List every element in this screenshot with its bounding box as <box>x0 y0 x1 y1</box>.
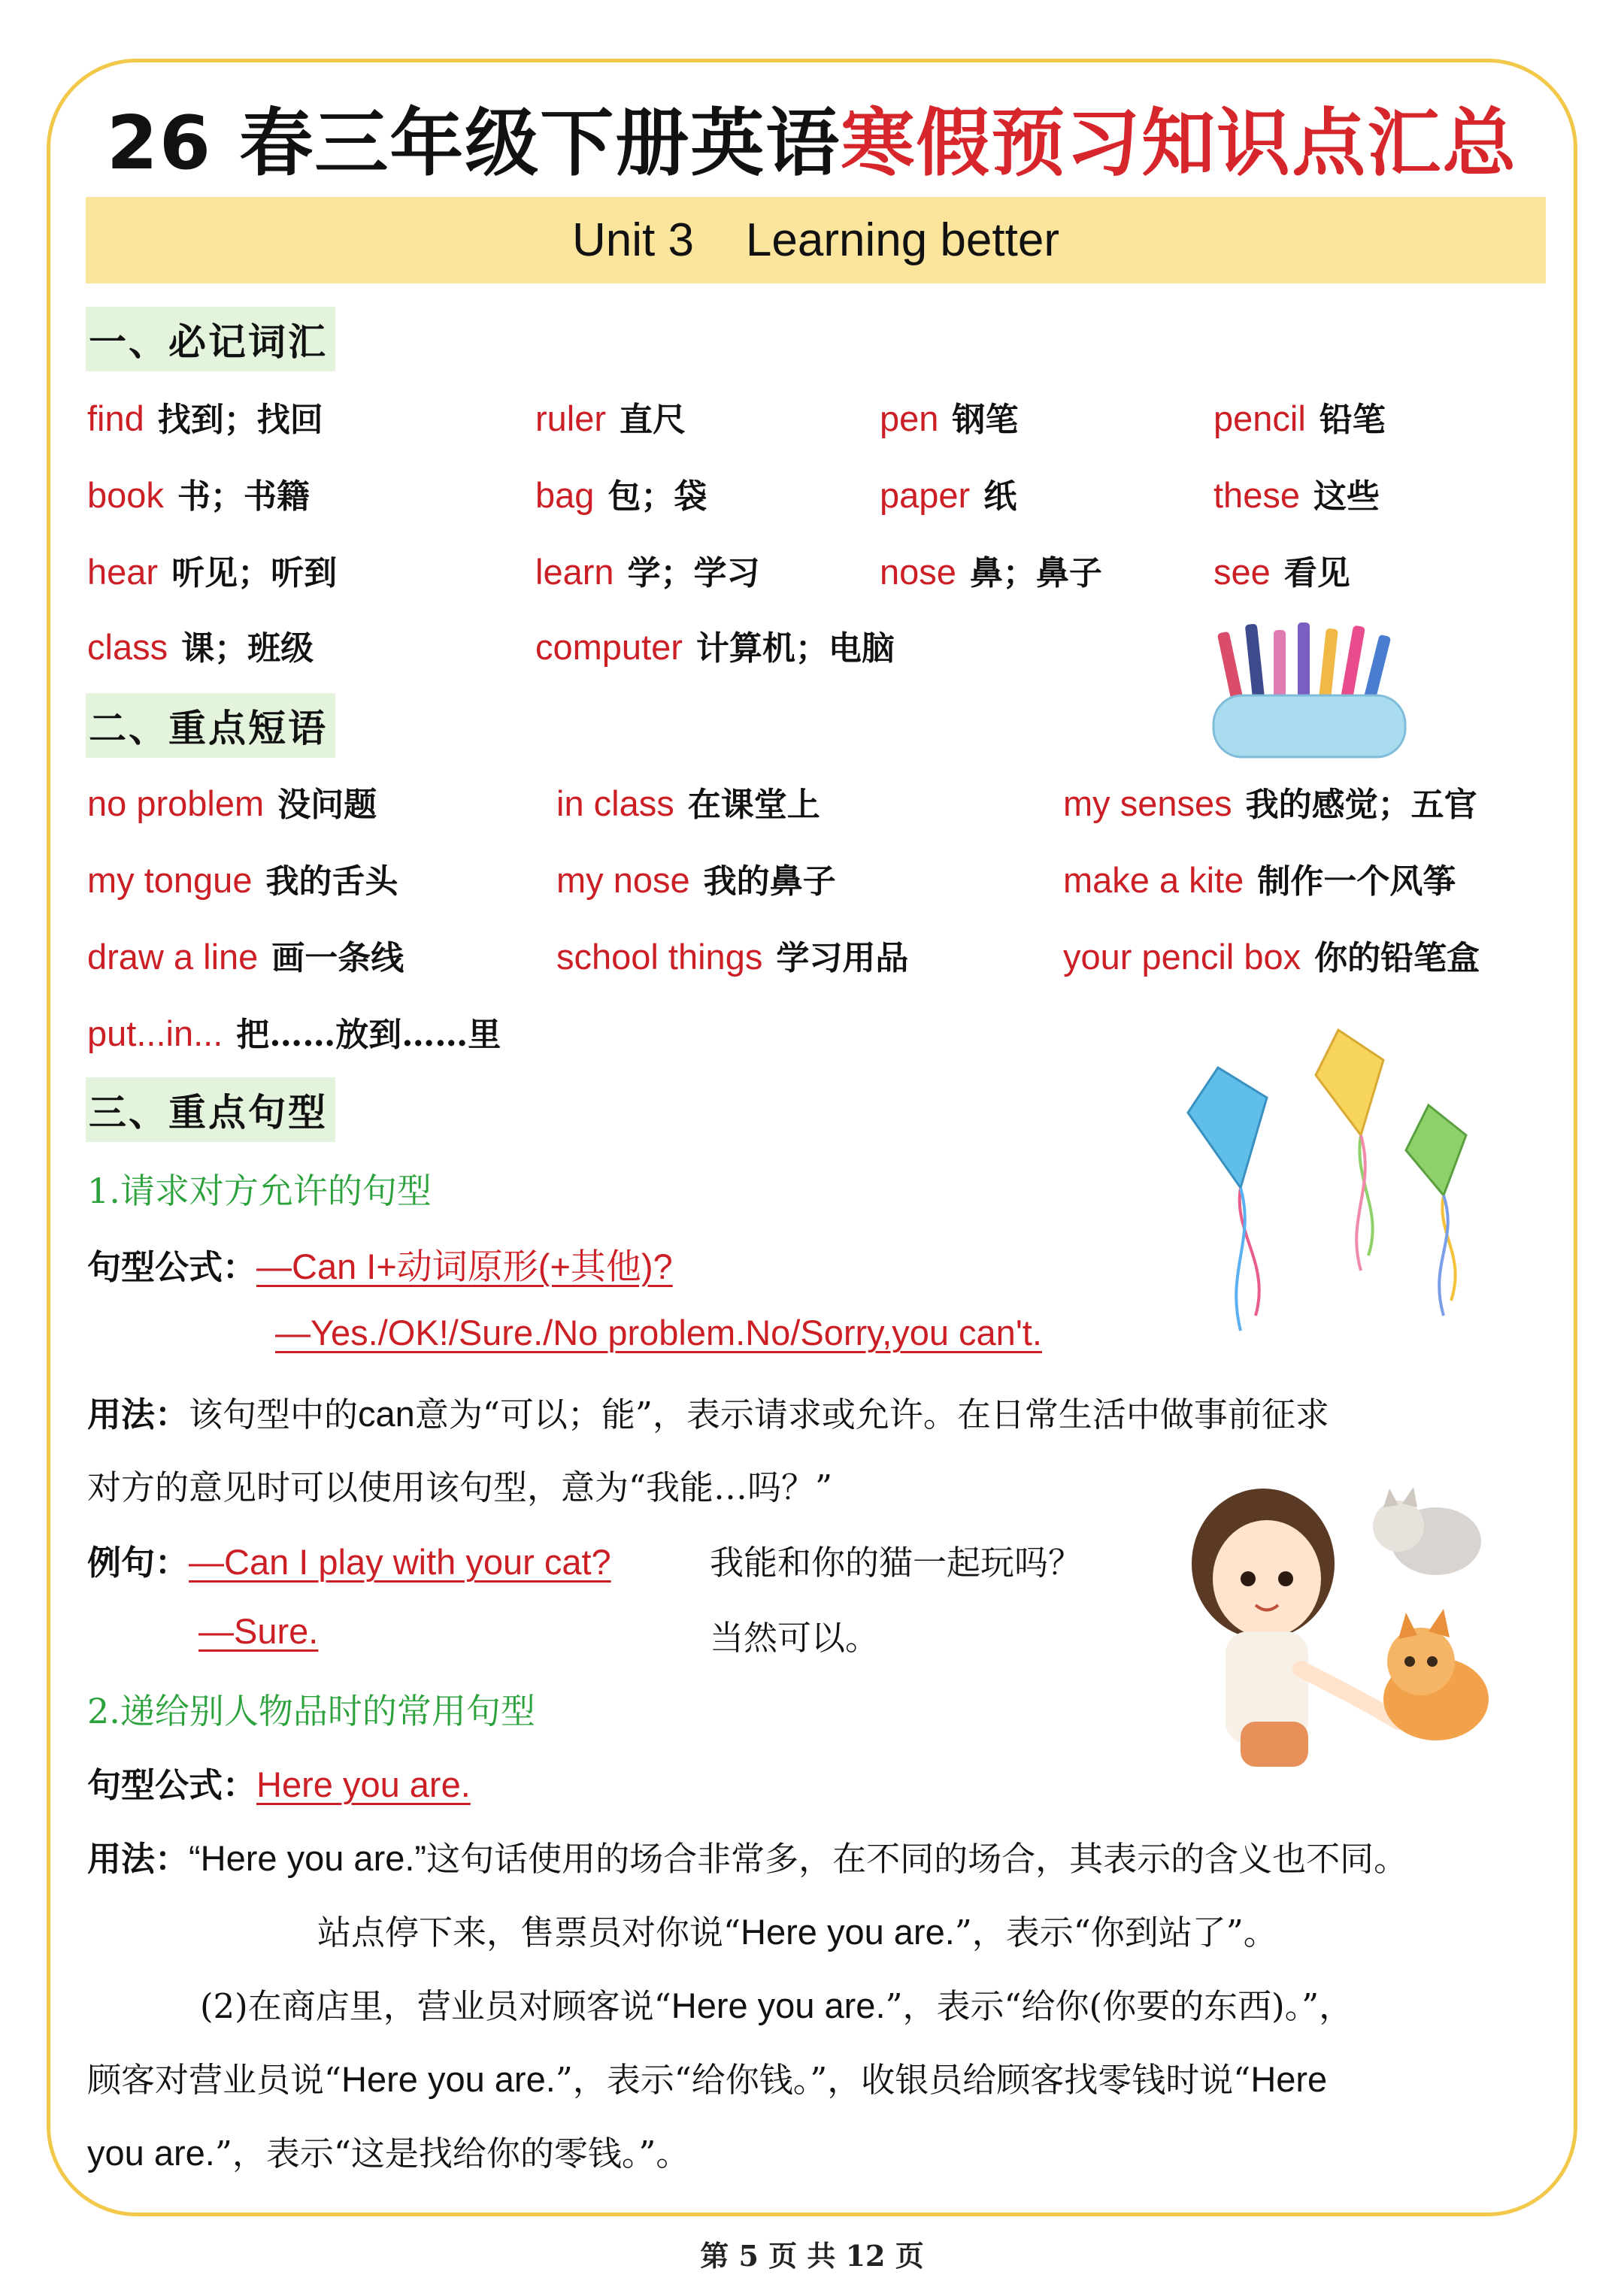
vocab-english: computer <box>535 627 683 667</box>
phrase-item <box>87 1007 501 1056</box>
example-question-zh: 我能和你的猫一起玩吗？ <box>710 1543 1083 1583</box>
vocab-chinese: 看见 <box>1283 554 1350 592</box>
example-answer-zh: 当然可以。 <box>710 1618 880 1658</box>
pattern-2-formula <box>87 1758 471 1807</box>
line4-a: 顾客对营业员说“ <box>87 2060 342 2100</box>
phrase-english: in class <box>556 783 674 823</box>
blue-kite-icon <box>1188 1068 1267 1331</box>
phrase-item <box>556 931 908 979</box>
phrase-item <box>1063 854 1456 902</box>
usage-text: 该句型中的 <box>189 1395 359 1434</box>
page-title <box>0 84 1624 190</box>
phrase-chinese: 画一条线 <box>271 939 404 977</box>
vocab-english: learn <box>535 552 614 592</box>
phrase-chinese: 学习用品 <box>776 939 909 977</box>
line5-a: you are. <box>87 2133 215 2173</box>
vocab-english: pen <box>880 398 939 438</box>
kites-illustration <box>1165 1015 1496 1346</box>
vocab-chinese: 纸 <box>983 477 1017 516</box>
pattern-1-answer <box>275 1312 1042 1353</box>
vocab-chinese: 听见；听到 <box>171 554 338 592</box>
pattern-2-usage-line2 <box>317 1905 1277 1954</box>
usage-quote: “Here you are.” <box>189 1838 427 1878</box>
vocab-item <box>87 392 323 441</box>
vocab-chinese: 铅笔 <box>1319 401 1386 439</box>
gray-kitten-icon <box>1373 1487 1481 1575</box>
vocab-item <box>535 392 686 441</box>
pencil-case-illustration <box>1203 616 1421 767</box>
line4-b: Here you are. <box>341 2059 556 2099</box>
girl-with-cats-illustration <box>1173 1474 1504 1774</box>
pattern-2-usage-line1 <box>87 1831 1407 1880</box>
phrase-item <box>87 777 377 825</box>
phrase-item <box>556 777 820 825</box>
line2-c: ”，表示“你到站了”。 <box>954 1913 1277 1952</box>
pattern-2-usage-line4 <box>87 2052 1327 2101</box>
vocab-item <box>535 621 895 669</box>
vocab-english: book <box>87 475 164 515</box>
line2-a: 站点停下来，售票员对你说“ <box>317 1913 741 1952</box>
yellow-kite-icon <box>1316 1030 1383 1271</box>
page-footer: 第 5 页 共 12 页 <box>700 2239 924 2273</box>
phrase-chinese: 没问题 <box>277 786 377 824</box>
pattern-1-usage-line2: 对方的意见时可以使用该句型，意为“我能…吗？” <box>87 1468 833 1507</box>
vocab-english: ruler <box>535 398 607 438</box>
pattern-1-example-a <box>198 1610 318 1652</box>
phrase-english: make a kite <box>1063 860 1244 900</box>
vocab-item <box>535 469 707 517</box>
phrase-chinese: 我的感觉；五官 <box>1245 786 1477 824</box>
vocab-chinese: 鼻；鼻子 <box>969 554 1102 592</box>
line4-c: ”，表示“给你钱。”，收银员给顾客找零钱时说“ <box>555 2060 1251 2100</box>
line3-a: (2)在商店里，营业员对顾客说“ <box>200 1986 671 2026</box>
vocab-chinese: 这些 <box>1313 477 1380 516</box>
example-answer: —Sure. <box>198 1611 319 1651</box>
unit-banner <box>86 197 1546 283</box>
vocab-item <box>880 546 1102 594</box>
unit-name: Learning better <box>745 214 1059 266</box>
title-part1: 26 春三年级下册英语 <box>106 101 841 186</box>
vocab-english: hear <box>87 552 159 592</box>
title-part2: 寒假预习知识点汇总 <box>841 101 1518 186</box>
phrase-chinese: 在课堂上 <box>687 786 820 824</box>
phrase-english: put...in... <box>87 1013 223 1053</box>
vocab-item <box>1213 469 1380 517</box>
example-question: —Can I play with your cat? <box>189 1542 611 1582</box>
usage-text-2: 意为“可以；能”，表示请求或允许。在日常生活中做事前征求 <box>414 1395 1329 1434</box>
example-label: 例句： <box>87 1543 189 1583</box>
sentence-pattern-1-title: 1.请求对方允许的句型 <box>87 1171 432 1211</box>
vocab-item <box>880 392 1018 441</box>
phrase-english: your pencil box <box>1063 937 1301 977</box>
phrase-english: my senses <box>1063 783 1232 823</box>
vocab-chinese: 书；书籍 <box>177 477 310 516</box>
vocab-item <box>880 469 1017 517</box>
vocab-chinese: 直尺 <box>620 401 686 439</box>
section-heading-sentences: 三、重点句型 <box>86 1077 335 1142</box>
formula-label-2: 句型公式： <box>87 1765 257 1805</box>
usage-label: 用法： <box>87 1395 189 1434</box>
usage-label-2: 用法： <box>87 1839 189 1879</box>
phrase-item <box>1063 777 1477 825</box>
vocab-item <box>1213 546 1350 594</box>
formula-here-you-are: Here you are. <box>256 1764 471 1804</box>
vocab-chinese: 计算机；电脑 <box>695 629 895 668</box>
vocab-english: these <box>1213 475 1300 515</box>
vocab-chinese: 找到；找回 <box>157 401 323 439</box>
green-kite-icon <box>1406 1105 1466 1316</box>
vocab-item <box>535 546 760 594</box>
vocab-english: find <box>87 398 144 438</box>
line2-b: Here you are. <box>741 1912 955 1952</box>
phrase-item <box>87 854 398 902</box>
vocab-english: pencil <box>1213 398 1306 438</box>
formula-question: —Can I+动词原形(+其他)? <box>256 1246 673 1286</box>
sentence-pattern-2-title: 2.递给别人物品时的常用句型 <box>87 1691 535 1731</box>
vocab-item <box>87 546 337 594</box>
vocab-chinese: 学；学习 <box>627 554 760 592</box>
vocab-english: paper <box>880 475 971 515</box>
vocab-english: see <box>1213 552 1271 592</box>
vocab-item <box>87 469 310 517</box>
phrase-item <box>87 931 404 979</box>
line5-b: ”，表示“这是找给你的零钱。”。 <box>214 2134 690 2173</box>
vocab-chinese: 包；袋 <box>607 477 707 516</box>
phrase-chinese: 我的舌头 <box>265 862 398 901</box>
pencil-case-icon <box>1213 695 1405 757</box>
pattern-2-usage-line5 <box>87 2126 689 2175</box>
line3-c: ”，表示“给你(你要的东西)。”， <box>885 1986 1353 2026</box>
pattern-1-example-q <box>87 1535 611 1584</box>
phrase-item <box>1063 931 1480 979</box>
line3-b: Here you are. <box>671 1986 886 2025</box>
phrase-chinese: 我的鼻子 <box>703 862 836 901</box>
vocab-chinese: 课；班级 <box>181 629 314 668</box>
orange-kitten-icon <box>1383 1609 1489 1740</box>
vocab-item <box>87 621 314 669</box>
pattern-1-formula <box>87 1239 673 1289</box>
vocab-english: nose <box>880 552 956 592</box>
usage-text-3: 这句话使用的场合非常多，在不同的场合，其表示的含义也不同。 <box>426 1839 1408 1879</box>
phrase-english: no problem <box>87 783 265 823</box>
section-heading-phrases: 二、重点短语 <box>86 693 335 758</box>
line4-d: Here <box>1250 2059 1328 2099</box>
phrase-english: school things <box>556 937 763 977</box>
phrase-item <box>556 854 836 902</box>
formula-label: 句型公式： <box>87 1247 257 1287</box>
usage-keyword: can <box>358 1394 415 1434</box>
section-heading-vocabulary: 一、必记词汇 <box>86 307 335 371</box>
phrase-english: my nose <box>556 860 690 900</box>
vocab-english: bag <box>535 475 595 515</box>
phrase-chinese: 你的铅笔盒 <box>1314 939 1480 977</box>
unit-number: Unit 3 <box>572 214 694 266</box>
phrase-chinese: 制作一个风筝 <box>1257 862 1456 901</box>
vocab-english: class <box>87 627 168 667</box>
formula-answer: —Yes./OK!/Sure./No problem.No/Sorry,you can't. <box>275 1313 1042 1352</box>
vocab-item <box>1213 392 1386 441</box>
pattern-1-usage-line1 <box>87 1387 1329 1436</box>
girl-icon <box>1192 1489 1398 1767</box>
pattern-2-usage-line3 <box>200 1979 1353 2028</box>
phrase-chinese: 把……放到……里 <box>236 1016 501 1054</box>
vocab-chinese: 钢笔 <box>952 401 1019 439</box>
phrase-english: draw a line <box>87 937 259 977</box>
phrase-english: my tongue <box>87 860 253 900</box>
